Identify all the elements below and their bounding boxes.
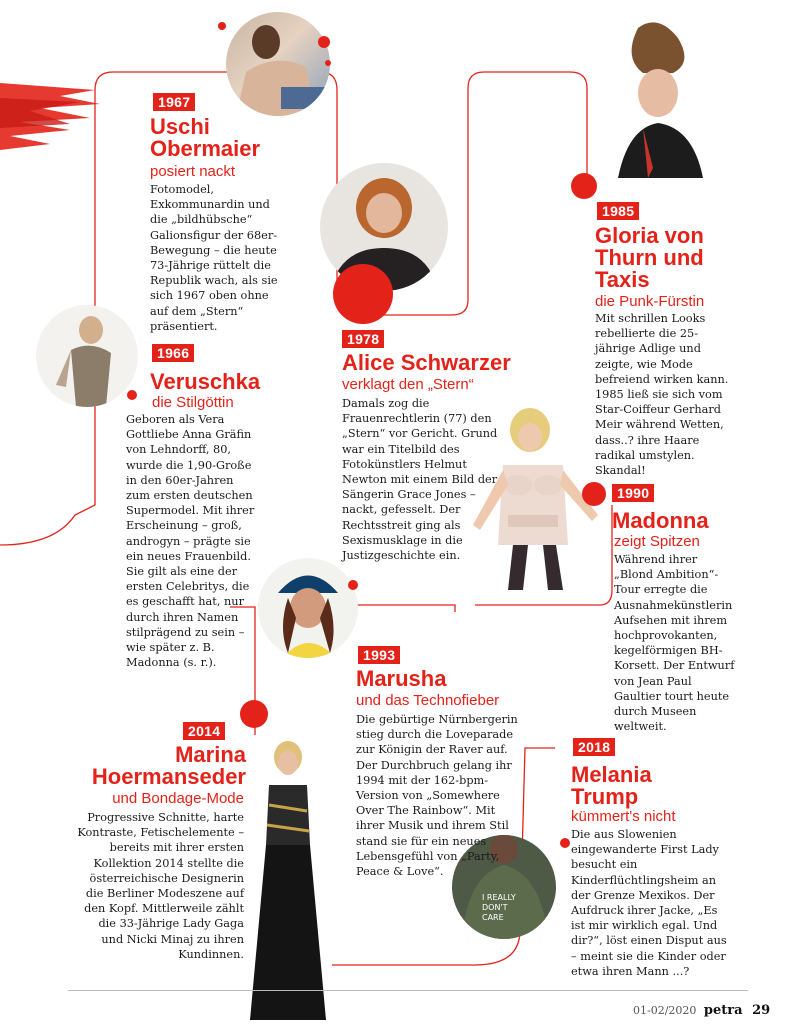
entry-subtitle: und das Technofieber [356,692,500,709]
entry-subtitle: die Stilgöttin [152,394,234,411]
uschi-obermaier-photo [226,12,330,116]
entry-name: Uschi Obermaier [150,114,261,161]
year-badge: 2018 [573,738,615,756]
year-badge: 1967 [153,93,195,111]
entry-body: Damals zog die Frauenrechtlerin (77) den „Stern“ vor Gericht. Grund war ein Titelbild des Fotokünstlers Helmut Newton mit einem Bild der Sängerin Grace Jones – nackt, gefesselt. Der Rechtsstreit ging als Sexismusklage in die Justizgeschichte ein. [342,397,498,563]
year-badge: 2014 [183,722,225,740]
entry-name: Veruschka [150,369,261,394]
magazine-name: petra [703,1003,743,1018]
entry-subtitle: posiert nackt [150,163,236,180]
entry-name: Alice Schwarzer [342,350,511,375]
page-number: 29 [752,1003,771,1018]
entry-body: Geboren als Vera Gottliebe Anna Gräfin von Lehndorff, 80, wurde die 1,90-Große in den 60er-Jahren zum ersten deutschen Supermodel. Mit ihrer Erscheinung – groß, androgyn – prägte sie ein neues Frauenbild. Sie gilt als eine der ersten Celebritys, die es geschafft hat, nur durch ihren Namen stilprägend zu sein – wie später z. B. Madonna (s. r.). [126,413,255,670]
entry-name: Marusha [356,666,447,691]
veruschka-photo [36,305,138,407]
entry-name: Gloria von Thurn und Taxis [595,223,704,292]
year-badge: 1993 [358,646,400,664]
timeline-dot-1978 [333,264,393,324]
marusha-photo [258,558,358,658]
timeline-dot-2014 [240,700,268,728]
deco-dot [127,390,137,400]
year-badge: 1985 [597,202,639,220]
entry-subtitle: und Bondage-Mode [112,790,244,807]
entry-body: Die aus Slowenien eingewanderte First Lady besucht ein Kinderflüchtlingsheim an der Grenze Mexikos. Der Aufdruck ihrer Jacke, „Es ist mir wirklich egal. Und dir?“, löst einen Disput aus – meint sie die Kinder oder etwa ihren Mann ...? [571,828,727,978]
footer-rule [68,990,748,991]
entry-body: Während ihrer „Blond Ambition“-Tour erregte die Ausnahmekünstlerin Aufsehen mit ihrem hochprovokanten, kegelförmigen BH-Korsett. Der Entwurf von Jean Paul Gaultier tourt heute durch Museen weltweit. [614,553,735,734]
footer [633,1003,770,1018]
entry-subtitle: die Punk-Fürstin [595,293,705,310]
svg-text:I REALLY: I REALLY [482,893,516,902]
year-badge: 1966 [152,344,194,362]
gloria-thurn-taxis-photo [598,18,718,178]
deco-dot [218,22,226,30]
marina-hoermanseder-photo [244,735,332,1025]
timeline-dot-1990 [582,482,606,506]
entry-subtitle: kümmert's nicht [571,808,676,825]
entry-body: Mit schrillen Looks rebellierte die 25-jährige Adlige und zeigte, wie Mode befreiend wirken kann. 1985 ließ sie sich vom Star-Coiffeur Gerhard Meir während Wetten, dass..? ihre Haare radikal umstylen. Skandal! [595,312,729,478]
entry-body: Progressive Schnitte, harte Kontraste, Fetischelemente – bereits mit ihrer ersten Kollektion 2014 stellte die österreichische Designerin die Berliner Modeszene auf den Kopf. Mittlerweile zählt die 33-Jährige Lady Gaga und Nicki Minaj zu ihren Kundinnen. [77,811,244,961]
deco-dot [348,580,358,590]
deco-dot [325,60,331,66]
issue-date: 01-02/2020 [633,1004,697,1017]
year-badge: 1978 [342,330,384,348]
deco-dot [318,36,330,48]
entry-body: Fotomodel, Exkommunardin und die „bildhübsche“ Galionsfigur der 68er-Bewegung – die heute 73-Jährige rüttelt die Republik wach, als sie sich 1967 oben ohne auf dem „Stern“ präsentiert. [150,183,278,333]
deco-dot [560,838,570,848]
entry-name: Madonna [612,508,709,533]
entry-name: Melania Trump [571,762,652,809]
svg-text:DON'T: DON'T [482,903,508,912]
deco-dot [571,173,597,199]
svg-text:CARE: CARE [482,913,504,922]
entry-subtitle: verklagt den „Stern“ [342,376,474,393]
entry-subtitle: zeigt Spitzen [614,533,700,550]
entry-name: Marina Hoermanseder [91,742,246,789]
entry-body: Die gebürtige Nürnbergerin stieg durch die Loveparade zur Königin der Raver auf. Der Durchbruch gelang ihr 1994 mit der 162-bpm-Version von „Somewhere Over The Rainbow“. Mit ihrer Musik und ihrem Stil stand sie für ein neues Lebensgefühl von „Party, Peace & Love“. [356,713,518,879]
year-badge: 1990 [612,484,654,502]
